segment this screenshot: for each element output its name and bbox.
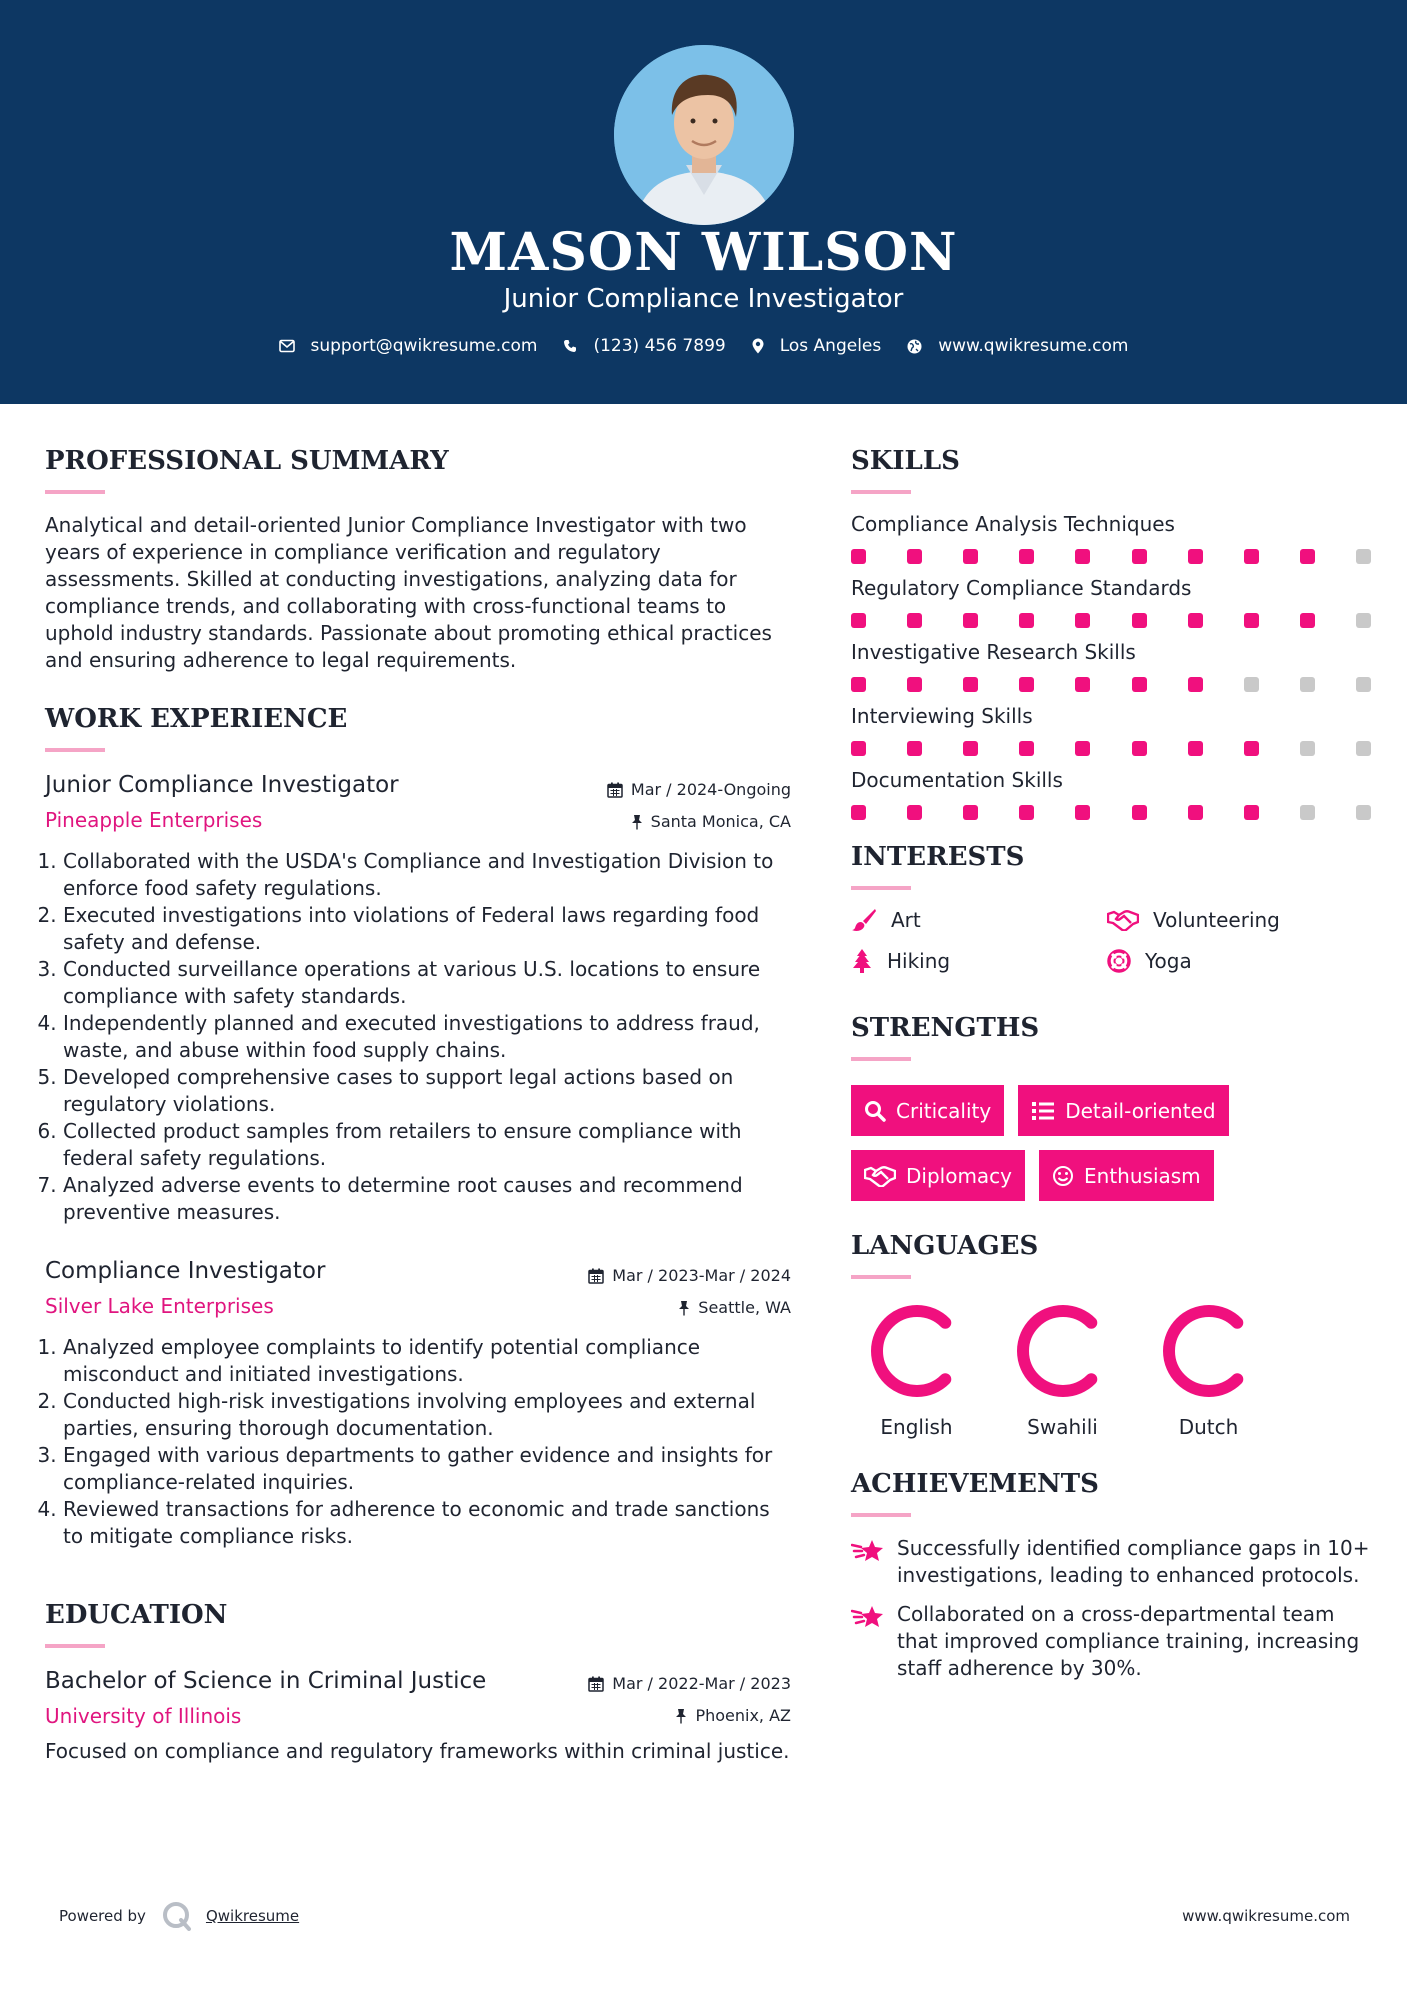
skill-name: Regulatory Compliance Standards [851, 576, 1192, 600]
avatar [614, 45, 794, 225]
paintbrush-icon [851, 908, 877, 932]
rating-dot-filled [1019, 805, 1034, 820]
list-item: 6. Collected product samples from retailers to ensure compliance with federal safety regulations. [63, 1118, 791, 1172]
rating-dot-filled [963, 677, 978, 692]
interest-item [1107, 908, 1363, 932]
rating-dot-empty [1356, 677, 1371, 692]
list-item: 1. Analyzed employee complaints to identify potential compliance misconduct and initiated investigations. [63, 1334, 791, 1388]
rating-dot-filled [1300, 549, 1315, 564]
summary-text: Analytical and detail-oriented Junior Compliance Investigator with two years of experience in compliance verification and regulatory assessments. Skilled at conducting investigations, analyzing data for compliance trends, and collaborating with cross-functional teams to uphold industry standards. Passionate about promoting ethical practices and ensuring adherence to legal requirements. [45, 513, 772, 672]
skill-item [851, 512, 1371, 564]
rating-dot-filled [851, 741, 866, 756]
achievement-item [851, 1535, 1371, 1589]
experience-heading: WORK EXPERIENCE [45, 704, 348, 734]
rating-dot-empty [1300, 805, 1315, 820]
skill-name: Documentation Skills [851, 768, 1063, 792]
strength-label: Criticality [896, 1098, 992, 1123]
interest-item [851, 908, 1107, 932]
rating-dot-filled [1188, 613, 1203, 628]
strength-badge [1018, 1085, 1228, 1136]
handshake-icon [864, 1165, 896, 1187]
contact-bar [0, 336, 1407, 356]
rating-dot-filled [907, 677, 922, 692]
location-text: Los Angeles [779, 336, 882, 356]
rating-dot-filled [1244, 741, 1259, 756]
rating-dot-filled [1244, 805, 1259, 820]
rating-dot-empty [1356, 549, 1371, 564]
rating-dot-empty [1356, 741, 1371, 756]
strengths-heading: STRENGTHS [851, 1013, 1040, 1043]
rating-dot-filled [851, 549, 866, 564]
school-name: University of Illinois [45, 1704, 242, 1728]
calendar-icon [588, 1676, 604, 1692]
rating-dot-filled [851, 805, 866, 820]
list-item: 3. Engaged with various departments to gather evidence and insights for compliance-related inquiries. [63, 1442, 791, 1496]
section-underline [851, 1057, 911, 1061]
section-underline [45, 748, 105, 752]
strength-badge [1039, 1150, 1214, 1201]
section-underline [851, 1275, 911, 1279]
rating-dot-filled [851, 613, 866, 628]
right-column [851, 446, 1371, 1682]
skills-list [851, 512, 1371, 820]
skill-item [851, 640, 1371, 692]
language-ring [865, 1299, 969, 1403]
qwikresume-link[interactable]: Qwikresume [205, 1907, 300, 1925]
strength-label: Enthusiasm [1084, 1163, 1201, 1188]
achievements-heading: ACHIEVEMENTS [851, 1469, 1099, 1499]
search-icon [864, 1100, 886, 1122]
summary-heading: PROFESSIONAL SUMMARY [45, 446, 449, 476]
section-underline [45, 1644, 105, 1648]
section-underline [851, 490, 911, 494]
rating-dot-empty [1356, 805, 1371, 820]
rating-dot-filled [1019, 741, 1034, 756]
strength-label: Diplomacy [906, 1163, 1013, 1188]
envelope-icon [279, 339, 295, 353]
rating-dot-filled [963, 613, 978, 628]
rating-dot-filled [1300, 613, 1315, 628]
skills-heading: SKILLS [851, 446, 960, 476]
list-item: 5. Developed comprehensive cases to support legal actions based on regulatory violations. [63, 1064, 791, 1118]
section-underline [45, 490, 105, 494]
shooting-star-icon [851, 1537, 885, 1565]
pushpin-icon [631, 814, 643, 830]
phone-text: (123) 456 7899 [593, 336, 726, 356]
rating-dot-filled [1188, 741, 1203, 756]
candidate-name: MASON WILSON [449, 222, 958, 283]
list-item: 3. Conducted surveillance operations at various U.S. locations to ensure compliance with safety standards. [63, 956, 791, 1010]
rating-dot-filled [1244, 613, 1259, 628]
languages-heading: LANGUAGES [851, 1231, 1039, 1261]
rating-dot-filled [1075, 677, 1090, 692]
skill-item [851, 768, 1371, 820]
contact-email[interactable] [279, 336, 538, 356]
summary-section [45, 446, 791, 674]
achievement-text: Collaborated on a cross-departmental team that improved compliance training, increasing staff adherence by 30%. [897, 1602, 1360, 1680]
map-pin-icon [752, 338, 764, 354]
language-ring [1011, 1299, 1115, 1403]
rating-dot-filled [1075, 613, 1090, 628]
rating-dot-filled [1075, 549, 1090, 564]
strength-label: Detail-oriented [1065, 1098, 1216, 1123]
rating-dot-filled [963, 805, 978, 820]
website-text: www.qwikresume.com [938, 336, 1129, 356]
job-entry [45, 1258, 791, 1550]
achievement-text: Successfully identified compliance gaps in 10+ investigations, leading to enhanced protocols. [897, 1536, 1370, 1587]
rating-dot-filled [1019, 677, 1034, 692]
rating-dot-filled [907, 805, 922, 820]
rating-dot-filled [1132, 805, 1147, 820]
education-section [45, 1600, 791, 1765]
contact-location [752, 336, 882, 356]
rating-dot-filled [1188, 805, 1203, 820]
skills-section [851, 446, 1371, 820]
skill-rating [851, 805, 1371, 820]
rating-dot-empty [1356, 613, 1371, 628]
rating-dot-filled [963, 741, 978, 756]
skill-name: Investigative Research Skills [851, 640, 1136, 664]
rating-dot-empty [1244, 677, 1259, 692]
language-label: Dutch [1178, 1415, 1239, 1439]
job-entry [45, 772, 791, 1226]
pushpin-icon [675, 1708, 687, 1724]
skill-item [851, 704, 1371, 756]
left-column [45, 446, 791, 1765]
language-progress-arc [1169, 1311, 1237, 1391]
company-name: Silver Lake Enterprises [45, 1294, 274, 1318]
interest-item [851, 949, 1107, 973]
rating-dot-filled [1019, 613, 1034, 628]
list-item: 4. Independently planned and executed investigations to address fraud, waste, and abuse within food supply chains. [63, 1010, 791, 1064]
interests-section [851, 842, 1371, 973]
rating-dot-filled [1075, 805, 1090, 820]
interest-label: Yoga [1145, 949, 1192, 973]
footer-powered-by [59, 1901, 299, 1931]
job-title: Compliance Investigator [45, 1258, 326, 1284]
job-location [588, 1298, 791, 1317]
skill-rating [851, 677, 1371, 692]
strength-badge [851, 1150, 1025, 1201]
candidate-title: Junior Compliance Investigator [503, 284, 904, 314]
list-item: 2. Conducted high-risk investigations involving employees and external parties, ensuring thorough documentation. [63, 1388, 791, 1442]
email-text: support@qwikresume.com [310, 336, 538, 356]
powered-by-text: Powered by [59, 1907, 146, 1925]
rating-dot-empty [1300, 741, 1315, 756]
strengths-section [851, 1013, 1371, 1201]
section-underline [851, 886, 911, 890]
pushpin-icon [678, 1300, 690, 1316]
rating-dot-filled [1019, 549, 1034, 564]
job-location [607, 812, 791, 831]
resume-header [0, 0, 1407, 404]
calendar-icon [588, 1268, 604, 1284]
languages-section [851, 1231, 1371, 1439]
handshake-icon [1107, 909, 1139, 931]
job-title: Junior Compliance Investigator [45, 772, 399, 798]
rating-dot-filled [1132, 613, 1147, 628]
achievement-item [851, 1601, 1371, 1682]
rating-dot-filled [1244, 549, 1259, 564]
language-item [1123, 1299, 1294, 1439]
education-dates-text: Mar / 2022-Mar / 2023 [612, 1674, 791, 1693]
skill-rating [851, 613, 1371, 628]
globe-icon [907, 339, 922, 354]
job-bullets [45, 1334, 791, 1550]
contact-phone[interactable] [563, 336, 725, 356]
phone-icon [563, 339, 577, 353]
list-item: 4. Reviewed transactions for adherence to economic and trade sanctions to mitigate compliance risks. [63, 1496, 791, 1550]
list-item: 1. Collaborated with the USDA's Compliance and Investigation Division to enforce food safety regulations. [63, 848, 791, 902]
interest-label: Art [891, 908, 921, 932]
contact-website[interactable] [907, 336, 1128, 356]
job-location-text: Seattle, WA [698, 1298, 791, 1317]
rating-dot-empty [1300, 677, 1315, 692]
footer-website[interactable]: www.qwikresume.com [1182, 1907, 1350, 1925]
interest-label: Volunteering [1153, 908, 1280, 932]
language-ring [1157, 1299, 1261, 1403]
skill-name: Interviewing Skills [851, 704, 1033, 728]
job-dates-text: Mar / 2023-Mar / 2024 [612, 1266, 791, 1285]
job-dates-text: Mar / 2024-Ongoing [630, 780, 791, 799]
rating-dot-filled [1075, 741, 1090, 756]
interests-heading: INTERESTS [851, 842, 1025, 872]
shooting-star-icon [851, 1603, 885, 1631]
rating-dot-filled [907, 613, 922, 628]
rating-dot-filled [851, 677, 866, 692]
smile-icon [1052, 1165, 1074, 1187]
language-progress-arc [877, 1311, 945, 1391]
skill-name: Compliance Analysis Techniques [851, 512, 1175, 536]
achievements-section [851, 1469, 1371, 1682]
degree-title: Bachelor of Science in Criminal Justice [45, 1668, 487, 1694]
tree-icon [851, 949, 873, 973]
rating-dot-filled [1132, 549, 1147, 564]
section-underline [851, 1513, 911, 1517]
experience-section [45, 704, 791, 1550]
skill-item [851, 576, 1371, 628]
education-location-text: Phoenix, AZ [695, 1706, 791, 1725]
interest-item [1107, 949, 1363, 973]
job-dates [607, 780, 791, 799]
lifering-icon [1107, 949, 1131, 973]
language-progress-arc [1023, 1311, 1091, 1391]
rating-dot-filled [1188, 677, 1203, 692]
rating-dot-filled [963, 549, 978, 564]
company-name: Pineapple Enterprises [45, 808, 263, 832]
education-description: Focused on compliance and regulatory frameworks within criminal justice. [45, 1739, 790, 1763]
list-item: 7. Analyzed adverse events to determine root causes and recommend preventive measures. [63, 1172, 791, 1226]
skill-rating [851, 741, 1371, 756]
list-icon [1031, 1101, 1055, 1121]
job-dates [588, 1266, 791, 1285]
education-dates [588, 1674, 791, 1693]
job-bullets [45, 848, 791, 1226]
calendar-icon [607, 782, 623, 798]
rating-dot-filled [1188, 549, 1203, 564]
rating-dot-filled [1132, 677, 1147, 692]
language-label: English [880, 1415, 953, 1439]
language-label: Swahili [1027, 1415, 1098, 1439]
list-item: 2. Executed investigations into violations of Federal laws regarding food safety and defense. [63, 902, 791, 956]
interest-label: Hiking [887, 949, 951, 973]
rating-dot-filled [1132, 741, 1147, 756]
education-location [588, 1706, 791, 1725]
qwikresume-logo-icon [162, 1901, 192, 1931]
strength-badge [851, 1085, 1004, 1136]
job-location-text: Santa Monica, CA [650, 812, 791, 831]
rating-dot-filled [907, 741, 922, 756]
rating-dot-filled [907, 549, 922, 564]
education-heading: EDUCATION [45, 1600, 228, 1630]
person-photo-icon [614, 45, 794, 225]
skill-rating [851, 549, 1371, 564]
